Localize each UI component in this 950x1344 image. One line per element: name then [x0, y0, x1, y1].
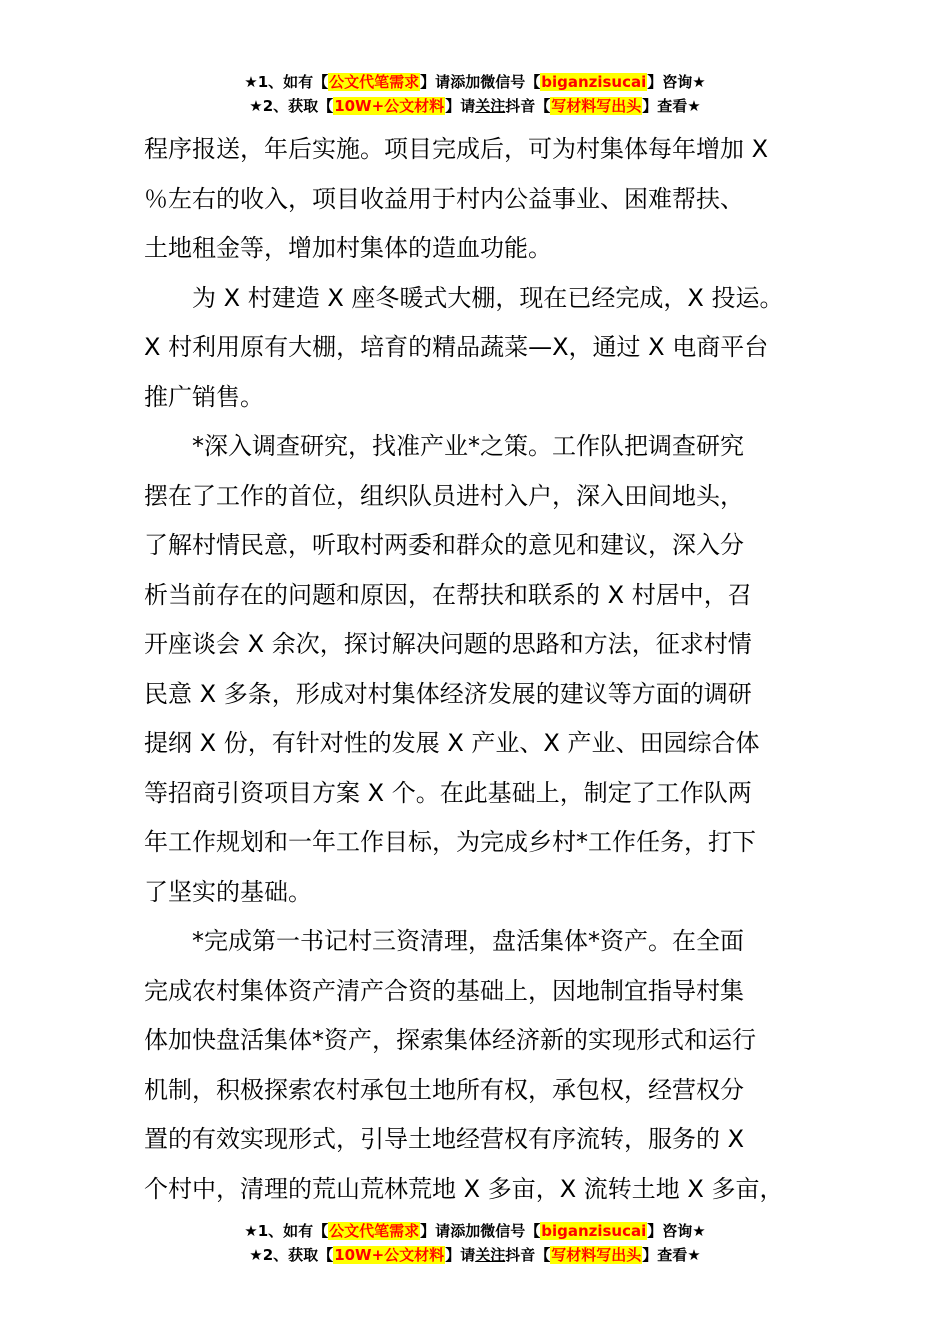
footer-line1-highlight-service: 公文代笔需求	[329, 1222, 420, 1240]
footer-banner	[0, 1219, 950, 1267]
footer-line2-highlight-materials: 10W+公文材料	[334, 1246, 445, 1264]
body-line: *深入调查研究，找准产业*之策。工作队把调查研究	[192, 432, 744, 460]
body-line: 了解村情民意，听取村两委和群众的意见和建议，深入分	[144, 531, 744, 559]
body-line: 土地租金等，增加村集体的造血功能。	[144, 234, 552, 262]
header-line1-highlight-service: 公文代笔需求	[329, 73, 420, 91]
footer-line2-emph: 关注	[475, 1246, 506, 1264]
header-line-1	[0, 70, 950, 94]
header-line1-suffix: 】咨询★	[647, 73, 706, 91]
footer-line1-suffix: 】咨询★	[647, 1222, 706, 1240]
footer-line1-prefix: ★1、如有【	[244, 1222, 329, 1240]
body-line: 等招商引资项目方案 X 个。在此基础上，制定了工作队两	[144, 778, 752, 807]
header-line-2	[0, 94, 950, 118]
body-line: 民意 X 多条，形成对村集体经济发展的建议等方面的调研	[144, 679, 752, 708]
footer-line1-mid2: 微信号【	[480, 1222, 541, 1240]
header-line2-suffix: 】查看★	[642, 97, 701, 115]
footer-line-2	[0, 1243, 950, 1267]
footer-line2-mid1: 】请	[445, 1246, 476, 1264]
body-line: 体加快盘活集体*资产，探索集体经济新的实现形式和运行	[144, 1026, 756, 1054]
header-line2-mid1: 】请	[445, 97, 476, 115]
body-line: 推广销售。	[144, 382, 264, 411]
body-line: 机制，积极探索农村承包土地所有权，承包权，经营权分	[144, 1075, 744, 1104]
header-line1-mid2: 微信号【	[480, 73, 541, 91]
body-line: 个村中，清理的荒山荒林荒地 X 多亩，X 流转土地 X 多亩，	[144, 1174, 784, 1203]
footer-line2-prefix: ★2、获取【	[249, 1246, 334, 1264]
footer-line2-suffix: 】查看★	[642, 1246, 701, 1264]
body-line: 了坚实的基础。	[144, 877, 312, 906]
header-banner	[0, 70, 950, 118]
header-line2-highlight-materials: 10W+公文材料	[334, 97, 445, 115]
header-line2-emph: 关注	[475, 97, 506, 115]
body-line: 完成农村集体资产清产合资的基础上，因地制宜指导村集	[144, 976, 744, 1005]
body-line: 程序报送，年后实施。项目完成后，可为村集体每年增加 X	[144, 135, 769, 163]
header-line2-mid2: 抖音【	[505, 97, 551, 115]
body-line: 置的有效实现形式，引导土地经营权有序流转，服务的 X	[144, 1125, 745, 1153]
body-line: 提纲 X 份，有针对性的发展 X 产业、X 产业、田园综合体	[144, 729, 760, 757]
body-line: X 村利用原有大棚，培育的精品蔬菜—X，通过 X 电商平台	[144, 333, 769, 361]
footer-line2-mid2: 抖音【	[505, 1246, 551, 1264]
header-line2-prefix: ★2、获取【	[249, 97, 334, 115]
body-line: 摆在了工作的首位，组织队员进村入户，深入田间地头，	[144, 481, 744, 510]
body-line: *完成第一书记村三资清理，盘活集体*资产。在全面	[192, 927, 744, 955]
footer-line1-highlight-wechat: biganzisucai	[541, 1222, 647, 1240]
footer-line-1	[0, 1219, 950, 1243]
footer-line1-emph: 添加	[450, 1222, 481, 1240]
body-line: ％左右的收入，项目收益用于村内公益事业、困难帮扶、	[144, 184, 744, 213]
header-line1-highlight-wechat: biganzisucai	[541, 73, 647, 91]
footer-line2-highlight-douyin: 写材料写出头	[551, 1246, 642, 1264]
footer-line1-mid1: 】请	[420, 1222, 451, 1240]
header-line1-emph: 添加	[450, 73, 481, 91]
header-line2-highlight-douyin: 写材料写出头	[551, 97, 642, 115]
document-body	[144, 125, 814, 1214]
body-line: 为 X 村建造 X 座冬暖式大棚，现在已经完成，X 投运。	[192, 283, 784, 312]
header-line1-mid1: 】请	[420, 73, 451, 91]
header-line1-prefix: ★1、如有【	[244, 73, 329, 91]
body-line: 析当前存在的问题和原因，在帮扶和联系的 X 村居中，召	[144, 580, 752, 609]
body-line: 开座谈会 X 余次，探讨解决问题的思路和方法，征求村情	[144, 630, 752, 658]
body-line: 年工作规划和一年工作目标，为完成乡村*工作任务，打下	[144, 828, 756, 856]
